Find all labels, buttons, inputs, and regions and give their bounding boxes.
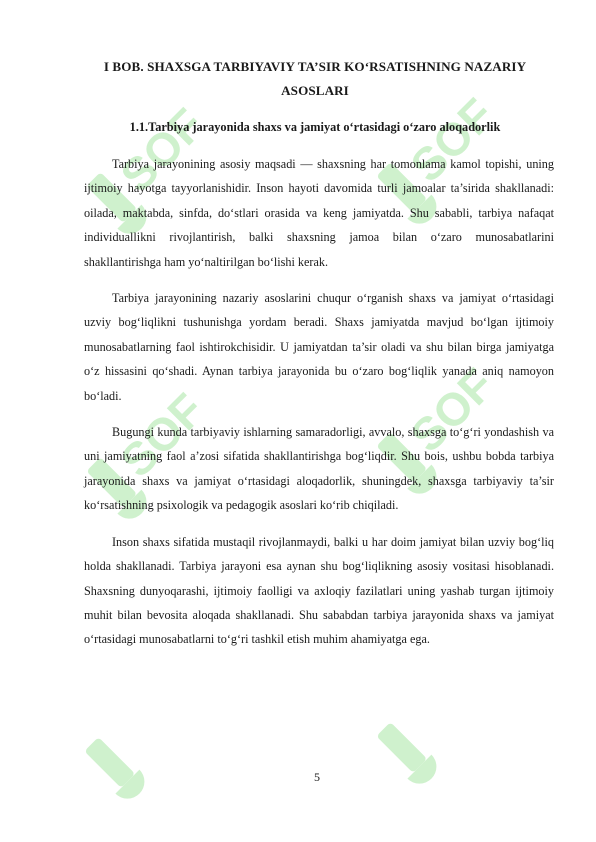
paragraph: Bugungi kunda tarbiyaviy ishlarning samaradorligi, avvalo, shaxsga to‘g‘ri yondashish va uni jamiyatning faol a’zosi sifatida shakllantirishga bog‘liqdir. Shu bois, ushbu bobda tarbiya jarayonida shaxs va jamiyat o‘rtasidagi aloqadorlik, shuningdek, shaxsga tarbiyaviy ta’sir ko‘rsatishning psixologik va pedagogik asoslari ko‘rib chiqiladi. bbox=[84, 425, 554, 513]
paragraph: Inson shaxs sifatida mustaqil rivojlanmaydi, balki u har doim jamiyat bilan uzviy bog‘liq holda shakllanadi. Tarbiya jarayoni esa aynan shu bog‘liqlikning asosiy vositasi hisoblanadi. Shaxsning dunyoqarashi, ijtimoiy faolligi va axloqiy fazilatlari uning yashab turgan ijtimoiy muhit bilan bevosita aloqada shakllanadi. Shu sababdan tarbiya jarayonida shaxs va jamiyat o‘rtasidagi munosabatlarni to‘g‘ri tashkil etish muhim ahamiyatga ega. bbox=[84, 534, 554, 647]
body-text bbox=[84, 152, 554, 664]
watermark-text: SOF bbox=[110, 383, 214, 487]
watermark-text: SOF bbox=[400, 358, 504, 462]
chapter-title: I BOB. SHAXSGA TARBIYAVIY TA’SIR KO‘RSATISHNING NAZARIY ASOSLARI bbox=[103, 59, 527, 98]
section-title: 1.1.Tarbiya jarayonida shaxs va jamiyat o‘rtasidagi o‘zaro aloqadorlik bbox=[129, 120, 501, 134]
watermark-text: SOF bbox=[110, 98, 214, 202]
watermark-text: SOF bbox=[400, 88, 504, 192]
page-number: 5 bbox=[314, 770, 320, 784]
paragraph: Tarbiya jarayonining asosiy maqsadi — shaxsning har tomonlama kamol topishi, uning ijtimoiy hayotga tayyorlanishidir. Inson hayoti davomida turli jamoalar ta’sirida shakllanadi: oilada, maktabda, sinfda, do‘stlari orasida va keng jamiyatda. Shu sababli, tarbiya nafaqat individuallikni rivojlantirish, balki shaxsning jamoa bilan o‘zaro munosabatlarini shakllantirishga ham yo‘naltirilgan bo‘lishi kerak. bbox=[84, 157, 554, 269]
paragraph: Tarbiya jarayonining nazariy asoslarini chuqur o‘rganish shaxs va jamiyat o‘rtasidagi uzviy bog‘liqlikni tushunishga yordam beradi. Shaxs jamiyatda mavjud bo‘lgan ijtimoiy munosabatlarning faol ishtirokchisidir. U jamiyatdan ta’sir oladi va shu bilan birga jamiyatga o‘z hissasini qo‘shadi. Aynan tarbiya jarayonida bu o‘zaro bog‘liqlik yanada aniq namoyon bo‘ladi. bbox=[84, 291, 554, 403]
